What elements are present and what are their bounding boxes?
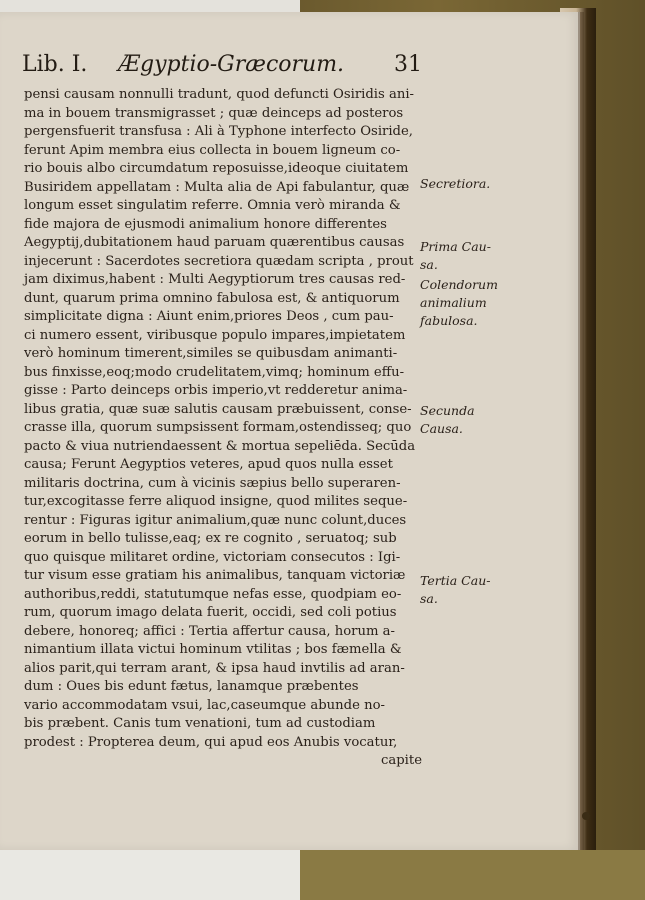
book-label: Lib. I. bbox=[22, 52, 88, 77]
margin-note: fabulosa. bbox=[420, 313, 478, 328]
text-line: jam diximus,habent : Multi Aegyptiorum tres causas red- bbox=[24, 272, 406, 287]
text-line: nimantium illata victui hominum vtilitas ; bos fæmella & bbox=[24, 642, 402, 657]
main-text-block bbox=[24, 86, 424, 771]
text-line: quo quisque militaret ordine, victoriam consecutos : Igi- bbox=[24, 549, 401, 565]
text-line: militaris doctrina, cum à vicinis sæpius bello superaren- bbox=[24, 475, 401, 491]
text-line: pacto & viua nutriendaessent & mortua sepeliēda. Secūda bbox=[24, 438, 416, 454]
text-line: verò hominum timerent,similes se quibusdam animanti- bbox=[24, 346, 398, 361]
margin-note: Secunda bbox=[420, 403, 475, 418]
text-line: rentur : Figuras igitur animalium,quæ nunc colunt,duces bbox=[24, 512, 407, 528]
running-header bbox=[22, 52, 442, 82]
text-line: authoribus,reddi, statutumque nefas esse, quodpiam eo- bbox=[24, 586, 402, 602]
text-line: eorum in bello tulisse,eaq; ex re cognito , seruatoq; sub bbox=[24, 531, 397, 546]
text-line: pensi causam nonnulli tradunt, quod defuncti Osiridis ani- bbox=[24, 87, 415, 102]
text-line: prodest : Propterea deum, qui apud eos Anubis vocatur, bbox=[24, 734, 398, 750]
margin-note: animalium bbox=[420, 295, 487, 310]
text-line: capite bbox=[380, 753, 422, 768]
pin-icon bbox=[582, 812, 590, 820]
text-line: dunt, quarum prima omnino fabulosa est, & antiquorum bbox=[24, 290, 400, 306]
text-line: tur visum esse gratiam his animalibus, tanquam victoriæ bbox=[24, 568, 406, 583]
text-line: injecerunt : Sacerdotes secretiora quædam scripta , prout bbox=[24, 253, 414, 269]
text-line: Busiridem appellatam : Multa alia de Api fabulantur, quæ bbox=[24, 179, 410, 195]
text-line: ferunt Apim membra eius collecta in bouem ligneum co- bbox=[24, 142, 401, 158]
margin-note: sa. bbox=[420, 591, 438, 606]
text-line: fide majora de ejusmodi animalium honore differentes bbox=[24, 216, 387, 232]
text-line: rio bouis albo circumdatum reposuisse,ideoque ciuitatem bbox=[24, 161, 409, 176]
text-line: crasse illa, quorum sumpsissent formam,ostendisseq; quo bbox=[24, 420, 412, 435]
margin-notes bbox=[420, 12, 560, 812]
margin-note: Colendorum bbox=[420, 277, 498, 292]
text-line: longum esset singulatim referre. Omnia verò miranda & bbox=[24, 198, 401, 213]
text-line: causa; Ferunt Aegyptios veteres, apud quos nulla esset bbox=[24, 457, 393, 472]
page-shadow bbox=[578, 12, 584, 850]
text-line: alios parit,qui terram arant, & ipsa haud invtilis ad aran- bbox=[24, 660, 405, 676]
text-line: bus finxisse,eoq;modo crudelitatem,vimq; hominum effu- bbox=[24, 364, 405, 380]
text-line: ci numero essent, viribusque populo impares,impietatem bbox=[24, 327, 406, 343]
text-line: bis præbent. Canis tum venationi, tum ad custodiam bbox=[24, 716, 376, 731]
text-line: tur,excogitasse ferre aliquod insigne, quod milites seque- bbox=[24, 494, 408, 509]
margin-note: Causa. bbox=[420, 421, 463, 436]
text-line: ma in bouem transmigrasset ; quæ deinceps ad posteros bbox=[24, 105, 404, 121]
wooden-surface bbox=[295, 850, 645, 900]
margin-note: Tertia Cau- bbox=[420, 573, 491, 588]
page-number: 31 bbox=[394, 52, 422, 77]
margin-note: Prima Cau- bbox=[420, 239, 491, 254]
book-page bbox=[0, 12, 580, 850]
text-line: pergensfuerit transfusa : Ali à Typhone interfecto Osiride, bbox=[24, 124, 413, 139]
text-line: Aegyptij,dubitationem haud paruam quærentibus causas bbox=[24, 235, 405, 250]
text-line: rum, quorum imago delata fuerit, occidi, sed coli potius bbox=[24, 605, 397, 620]
backing-paper bbox=[0, 845, 300, 900]
text-line: debere, honoreq; affici : Tertia affertur causa, horum a- bbox=[24, 623, 395, 639]
text-line: simplicitate digna : Aiunt enim,priores Deos , cum pau- bbox=[24, 309, 394, 324]
margin-note: Secretiora. bbox=[420, 176, 491, 191]
text-line: gisse : Parto deinceps orbis imperio,vt redderetur anima- bbox=[24, 383, 408, 398]
text-line: libus gratia, quæ suæ salutis causam præbuissent, conse- bbox=[24, 401, 412, 417]
margin-note: sa. bbox=[420, 257, 438, 272]
text-line: vario accommodatam vsui, lac,caseumque abunde no- bbox=[24, 697, 385, 713]
header-title: Ægyptio-Græcorum. bbox=[118, 52, 345, 77]
text-line: dum : Oues bis edunt fætus, lanamque præbentes bbox=[24, 679, 359, 694]
